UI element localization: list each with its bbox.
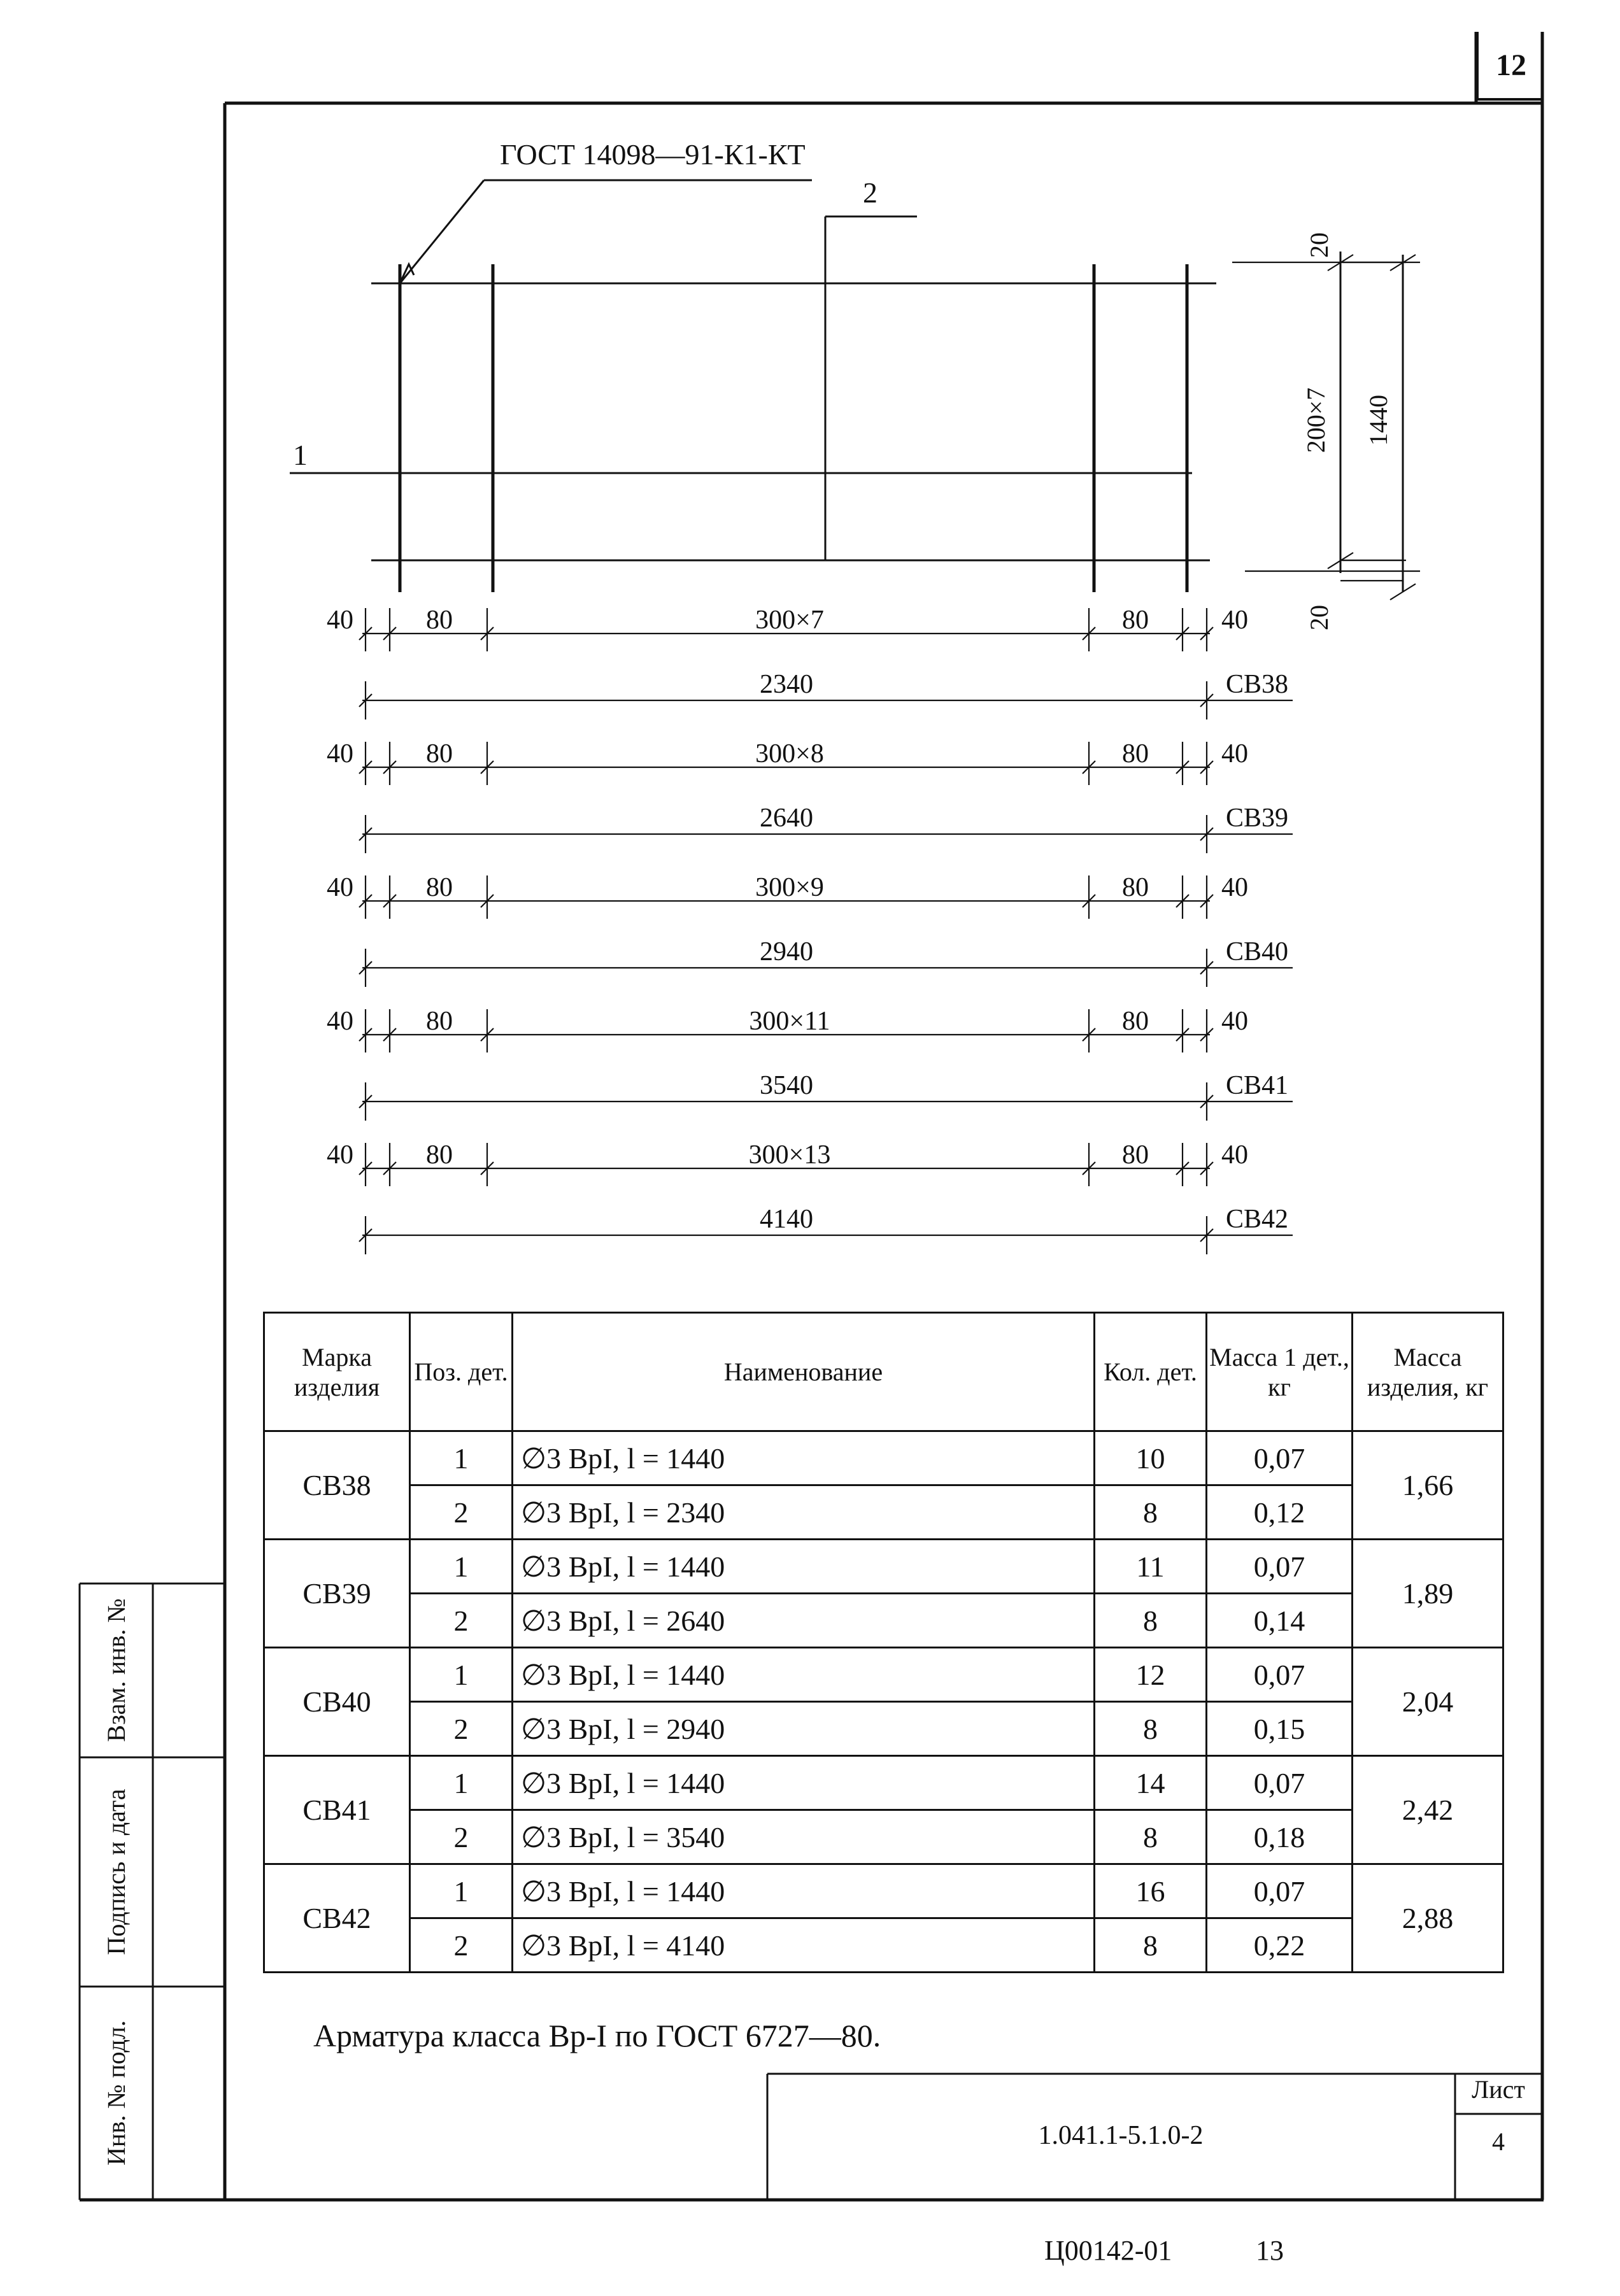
page-number: 12 bbox=[1496, 48, 1526, 82]
sheet-number: 4 bbox=[1492, 2127, 1505, 2156]
dim-end-right: 40 bbox=[1221, 1140, 1248, 1170]
dim-20-top: 20 bbox=[1305, 232, 1333, 258]
table-row bbox=[264, 1594, 1503, 1648]
table-row bbox=[264, 1864, 1503, 1918]
cell-mass-item: 1,66 bbox=[1353, 1431, 1503, 1540]
position-2-label: 2 bbox=[863, 176, 878, 209]
cell-mass: 0,07 bbox=[1207, 1648, 1353, 1702]
cell-pos: 2 bbox=[410, 1810, 513, 1864]
cell-qty: 8 bbox=[1095, 1810, 1207, 1864]
dim-middle: 300×8 bbox=[755, 739, 824, 769]
dim-total: 4140 bbox=[760, 1205, 813, 1234]
dim-80-right: 80 bbox=[1122, 606, 1149, 635]
table-row bbox=[264, 1648, 1503, 1702]
header-pos: Поз. дет. bbox=[410, 1313, 513, 1431]
header-name: Наименование bbox=[513, 1313, 1095, 1431]
cell-pos: 2 bbox=[410, 1918, 513, 1973]
header-qty: Кол. дет. bbox=[1095, 1313, 1207, 1431]
dim-end-right: 40 bbox=[1221, 606, 1248, 635]
cell-mark: СВ38 bbox=[264, 1431, 410, 1540]
cell-qty: 16 bbox=[1095, 1864, 1207, 1918]
cell-pos: 1 bbox=[410, 1864, 513, 1918]
dim-total: 2640 bbox=[760, 804, 813, 833]
cell-name: ∅3 ВрI, l = 3540 bbox=[513, 1810, 1095, 1864]
table-row bbox=[264, 1810, 1503, 1864]
table-row bbox=[264, 1702, 1503, 1756]
page-number-box bbox=[1476, 32, 1544, 101]
mesh-mark-label: СВ40 bbox=[1226, 937, 1289, 967]
dim-80-left: 80 bbox=[426, 873, 453, 902]
cell-pos: 2 bbox=[410, 1485, 513, 1540]
cell-mark: СВ39 bbox=[264, 1540, 410, 1648]
stamp-vzam-label: Взам. инв. № bbox=[101, 1598, 131, 1742]
cell-mark: СВ40 bbox=[264, 1648, 410, 1756]
dim-end-left: 40 bbox=[327, 606, 353, 635]
cell-qty: 14 bbox=[1095, 1756, 1207, 1810]
dim-80-left: 80 bbox=[426, 1007, 453, 1036]
dim-total: 3540 bbox=[760, 1071, 813, 1100]
dimension-chains bbox=[327, 606, 1293, 1254]
table-row bbox=[264, 1918, 1503, 1973]
cell-mark: СВ41 bbox=[264, 1756, 410, 1864]
gost-leader-label: ГОСТ 14098—91-К1-КТ bbox=[500, 138, 806, 171]
cell-name: ∅3 ВрI, l = 4140 bbox=[513, 1918, 1095, 1973]
cell-pos: 1 bbox=[410, 1540, 513, 1594]
cell-mass: 0,07 bbox=[1207, 1540, 1353, 1594]
dim-middle: 300×9 bbox=[755, 873, 824, 902]
table-header-row bbox=[264, 1313, 1503, 1431]
cell-qty: 8 bbox=[1095, 1594, 1207, 1648]
table-row bbox=[264, 1431, 1503, 1485]
table-row bbox=[264, 1540, 1503, 1594]
mesh-drawing bbox=[290, 138, 1420, 630]
cell-qty: 8 bbox=[1095, 1918, 1207, 1973]
dim-end-right: 40 bbox=[1221, 1007, 1248, 1036]
header-mass-one: Масса 1 дет., кг bbox=[1207, 1313, 1353, 1431]
cell-qty: 11 bbox=[1095, 1540, 1207, 1594]
cell-name: ∅3 ВрI, l = 1440 bbox=[513, 1648, 1095, 1702]
mesh-mark-label: СВ39 bbox=[1226, 804, 1289, 833]
dim-end-left: 40 bbox=[327, 739, 353, 769]
cell-mass: 0,07 bbox=[1207, 1756, 1353, 1810]
cell-name: ∅3 ВрI, l = 2340 bbox=[513, 1485, 1095, 1540]
cell-mass-item: 2,88 bbox=[1353, 1864, 1503, 1973]
cell-mass-item: 2,42 bbox=[1353, 1756, 1503, 1864]
cell-name: ∅3 ВрI, l = 2640 bbox=[513, 1594, 1095, 1648]
dim-end-right: 40 bbox=[1221, 873, 1248, 902]
specification-table bbox=[263, 1312, 1504, 1973]
dim-80-left: 80 bbox=[426, 606, 453, 635]
dim-middle: 300×13 bbox=[748, 1140, 831, 1170]
table-row bbox=[264, 1485, 1503, 1540]
dim-20-bottom: 20 bbox=[1305, 605, 1333, 630]
cell-mass: 0,12 bbox=[1207, 1485, 1353, 1540]
cell-name: ∅3 ВрI, l = 1440 bbox=[513, 1864, 1095, 1918]
stamp-podpis-label: Подпись и дата bbox=[101, 1789, 131, 1955]
cell-mass: 0,15 bbox=[1207, 1702, 1353, 1756]
dim-end-left: 40 bbox=[327, 1007, 353, 1036]
archive-code: Ц00142-01 bbox=[1044, 2235, 1172, 2266]
dim-80-right: 80 bbox=[1122, 1007, 1149, 1036]
cell-pos: 1 bbox=[410, 1648, 513, 1702]
cell-name: ∅3 ВрI, l = 1440 bbox=[513, 1540, 1095, 1594]
cell-mark: СВ42 bbox=[264, 1864, 410, 1973]
table-row bbox=[264, 1756, 1503, 1810]
dim-80-right: 80 bbox=[1122, 739, 1149, 769]
dim-total: 2340 bbox=[760, 670, 813, 699]
cell-pos: 2 bbox=[410, 1702, 513, 1756]
cell-pos: 1 bbox=[410, 1431, 513, 1485]
dim-middle: 300×11 bbox=[749, 1007, 830, 1036]
mesh-mark-label: СВ41 bbox=[1226, 1071, 1289, 1100]
position-1-label: 1 bbox=[293, 439, 308, 471]
dim-80-right: 80 bbox=[1122, 873, 1149, 902]
cell-pos: 2 bbox=[410, 1594, 513, 1648]
cell-qty: 12 bbox=[1095, 1648, 1207, 1702]
header-mass-item: Масса изделия, кг bbox=[1353, 1313, 1503, 1431]
cell-pos: 1 bbox=[410, 1756, 513, 1810]
dim-80-right: 80 bbox=[1122, 1140, 1149, 1170]
dim-1440: 1440 bbox=[1364, 395, 1393, 446]
document-code: 1.041.1-5.1.0-2 bbox=[1038, 2121, 1204, 2150]
mesh-mark-label: СВ38 bbox=[1226, 670, 1289, 699]
cell-mass: 0,14 bbox=[1207, 1594, 1353, 1648]
mesh-mark-label: СВ42 bbox=[1226, 1205, 1289, 1234]
cell-mass: 0,18 bbox=[1207, 1810, 1353, 1864]
sheet-label: Лист bbox=[1472, 2075, 1525, 2104]
cell-mass-item: 2,04 bbox=[1353, 1648, 1503, 1756]
cell-name: ∅3 ВрI, l = 1440 bbox=[513, 1431, 1095, 1485]
dim-80-left: 80 bbox=[426, 739, 453, 769]
reinforcement-note: Арматура класса Вр-I по ГОСТ 6727—80. bbox=[313, 2018, 881, 2053]
cell-name: ∅3 ВрI, l = 2940 bbox=[513, 1702, 1095, 1756]
cell-qty: 8 bbox=[1095, 1702, 1207, 1756]
cell-qty: 10 bbox=[1095, 1431, 1207, 1485]
dim-total: 2940 bbox=[760, 937, 813, 967]
cell-qty: 8 bbox=[1095, 1485, 1207, 1540]
dim-middle: 300×7 bbox=[755, 606, 824, 635]
dim-end-left: 40 bbox=[327, 1140, 353, 1170]
dim-end-left: 40 bbox=[327, 873, 353, 902]
cell-mass: 0,07 bbox=[1207, 1431, 1353, 1485]
archive-sheet: 13 bbox=[1256, 2235, 1284, 2266]
cell-mass: 0,07 bbox=[1207, 1864, 1353, 1918]
dim-80-left: 80 bbox=[426, 1140, 453, 1170]
dim-end-right: 40 bbox=[1221, 739, 1248, 769]
cell-mass-item: 1,89 bbox=[1353, 1540, 1503, 1648]
cell-name: ∅3 ВрI, l = 1440 bbox=[513, 1756, 1095, 1810]
stamp-inv-label: Инв. № подл. bbox=[101, 2020, 131, 2165]
dim-200x7: 200×7 bbox=[1302, 387, 1330, 453]
header-mark: Марка изделия bbox=[264, 1313, 410, 1431]
cell-mass: 0,22 bbox=[1207, 1918, 1353, 1973]
